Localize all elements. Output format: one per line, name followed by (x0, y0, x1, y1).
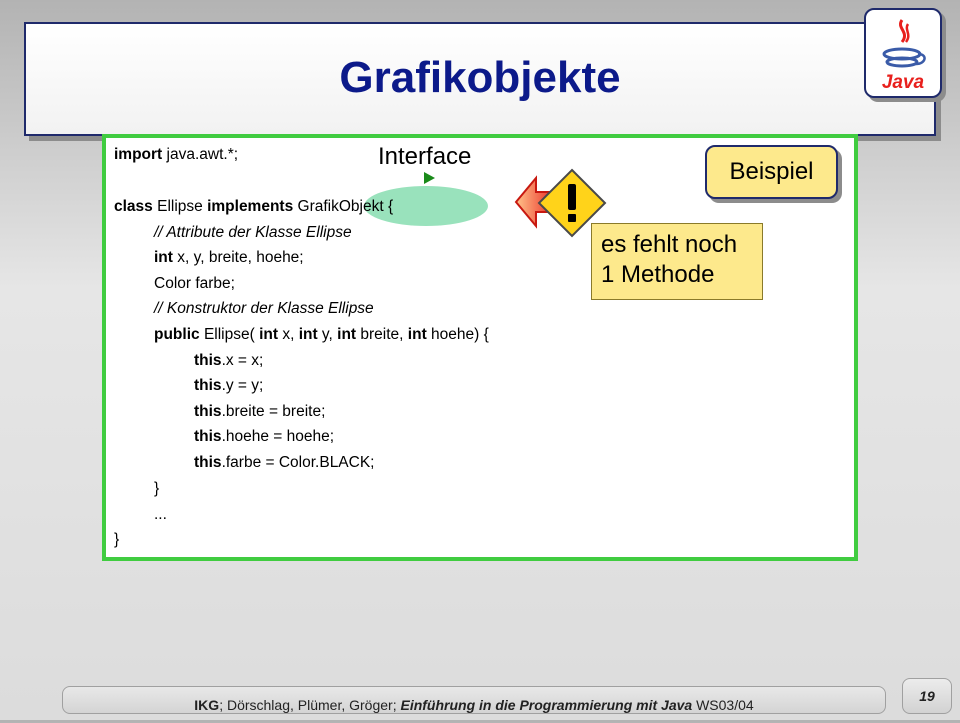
keyword: class (114, 198, 153, 215)
footer-bar (62, 686, 886, 714)
comment: // Attribute der Klasse Ellipse (154, 224, 352, 241)
keyword: this (194, 428, 222, 445)
code-text: Ellipse (152, 198, 208, 215)
code-line-7 (154, 326, 489, 344)
slide-title: Grafikobjekte (339, 53, 621, 102)
footer-course: Einführung in die Programmierung mit Java (400, 697, 693, 713)
code-text: x, (278, 326, 299, 343)
keyword: int (298, 326, 318, 343)
code-line-5 (154, 275, 235, 293)
code-text: .breite = breite; (221, 403, 326, 420)
keyword: int (259, 326, 279, 343)
code-line-13 (154, 480, 159, 498)
missing-method-note (591, 223, 763, 300)
code-line-12 (194, 454, 375, 472)
interface-label: Interface (378, 143, 472, 170)
keyword: this (194, 352, 222, 369)
keyword: int (337, 326, 357, 343)
code-text: Ellipse( (199, 326, 260, 343)
comment: // Konstruktor der Klasse Ellipse (154, 300, 374, 317)
keyword: import (114, 146, 163, 163)
beispiel-button[interactable]: Beispiel (705, 145, 838, 199)
play-triangle-icon (424, 172, 435, 184)
code-line-2 (114, 198, 393, 216)
footer-authors: ; Dörschlag, Plümer, Gröger; (219, 697, 401, 713)
page-number: 19 (902, 678, 952, 714)
code-line-9 (194, 377, 263, 395)
code-line-8 (194, 352, 263, 370)
java-logo-icon (864, 8, 942, 98)
code-text: { (383, 198, 394, 215)
code-line-14 (154, 506, 167, 524)
code-text: java.awt.*; (162, 146, 239, 163)
code-text: y, (317, 326, 338, 343)
keyword: implements (207, 198, 294, 215)
code-text: } (114, 531, 120, 548)
note-line-2: 1 Methode (601, 261, 715, 288)
note-line-1: es fehlt noch (601, 231, 738, 258)
footer-term: WS03/04 (692, 697, 754, 713)
code-text: hoehe) { (426, 326, 489, 343)
keyword: this (194, 454, 222, 471)
code-line-3 (154, 224, 352, 242)
interface-name: GrafikObjekt (293, 198, 384, 215)
code-text: .y = y; (221, 377, 264, 394)
keyword: public (154, 326, 200, 343)
keyword: this (194, 377, 222, 394)
keyword: this (194, 403, 222, 420)
code-line-6 (154, 300, 374, 318)
code-text: .x = x; (221, 352, 264, 369)
code-text: Color farbe; (154, 275, 235, 292)
code-line-15 (114, 531, 119, 549)
code-line-11 (194, 428, 334, 446)
footer-ikg: IKG (194, 697, 220, 713)
code-text: } (154, 480, 160, 497)
code-line-1 (114, 146, 238, 164)
code-text: x, y, breite, hoehe; (172, 249, 304, 266)
keyword: int (407, 326, 427, 343)
code-text: .hoehe = hoehe; (221, 428, 335, 445)
code-text: breite, (356, 326, 408, 343)
keyword: int (154, 249, 173, 266)
java-logo-text: Java (881, 72, 925, 93)
code-text: .farbe = Color.BLACK; (221, 454, 375, 471)
code-line-4 (154, 249, 304, 267)
code-text: ... (154, 506, 167, 523)
code-line-10 (194, 403, 325, 421)
